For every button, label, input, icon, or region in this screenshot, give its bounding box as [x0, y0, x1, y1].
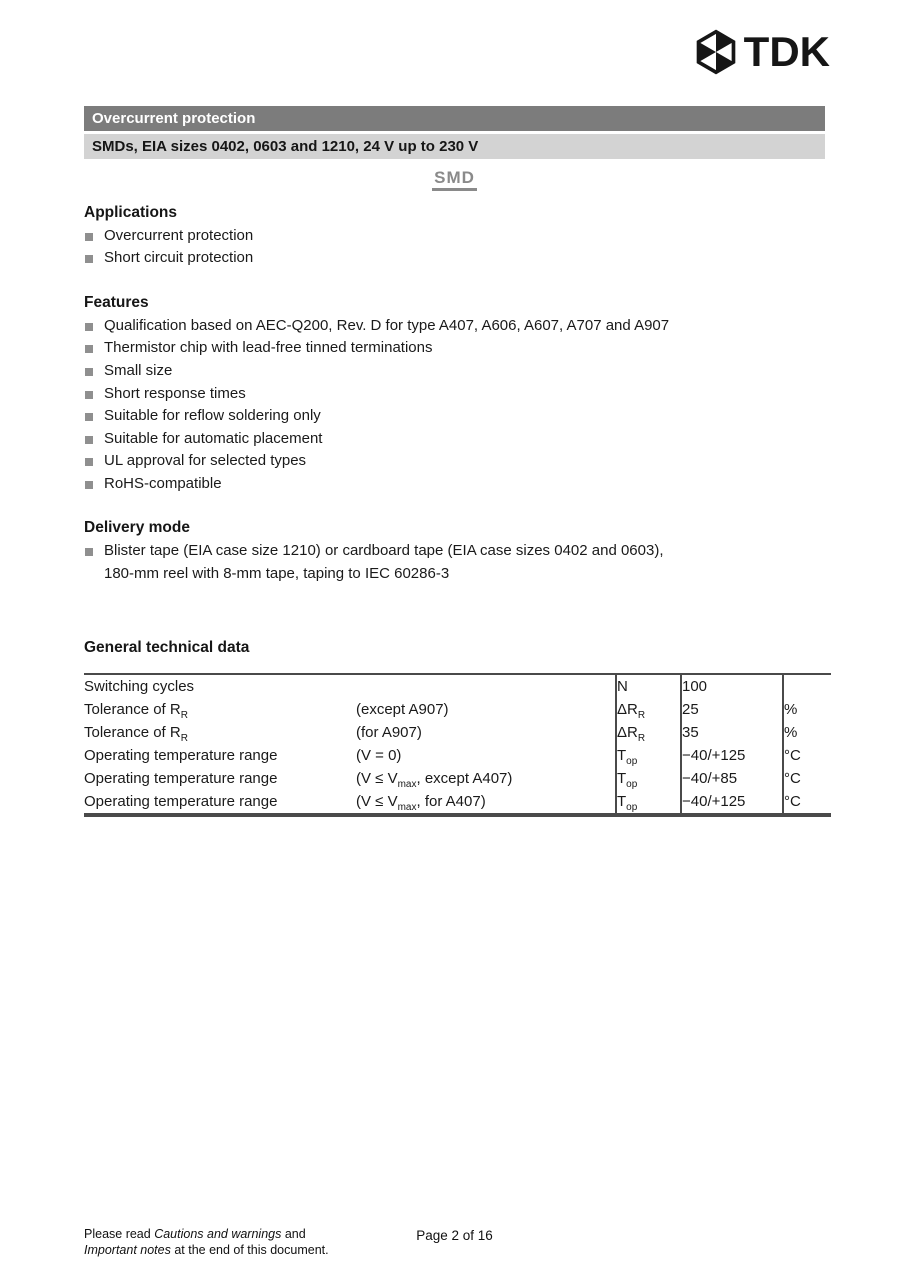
bullet-square-icon [85, 345, 93, 353]
general-technical-data-heading: General technical data [84, 638, 250, 656]
bullet-square-icon [85, 391, 93, 399]
list-item-text: RoHS-compatible [104, 474, 222, 492]
list-item [84, 337, 825, 360]
applications-heading: Applications [84, 203, 178, 221]
list-item-text: Suitable for reflow soldering only [104, 407, 321, 425]
symbol-cell: $T_{op}$ [616, 767, 681, 790]
unit-cell: °C [783, 767, 831, 790]
smd-subtitle-row [84, 168, 825, 191]
parameter-cell: Switching cycles [84, 677, 195, 695]
list-item-text: Blister tape (EIA case size 1210) or cardboard tape (EIA case sizes 0402 and 0603), 180-mm reel with 8-mm tape, taping to IEC 60286-3 [104, 542, 664, 583]
bullet-square-icon [85, 323, 93, 331]
symbol-cell: $\Delta R_R$ [616, 698, 681, 721]
parameter-cell: Operating temperature range [84, 769, 278, 787]
table-row [84, 790, 831, 815]
condition-cell: (except A907) [356, 700, 449, 718]
delivery-mode-list [84, 540, 825, 585]
symbol-cell: N [616, 674, 681, 698]
list-item [84, 247, 825, 270]
bullet-square-icon [85, 255, 93, 263]
symbol-cell: $\Delta R_R$ [616, 721, 681, 744]
table-row [84, 674, 831, 698]
value-cell: 35 [681, 721, 783, 744]
parameter-cell: Tolerance of $R_R$ [84, 723, 188, 744]
value-cell: −40/+125 [681, 790, 783, 815]
footer-note: Please read Cautions and warnings and Important notes at the end of this document. [84, 1227, 329, 1257]
section-features [84, 294, 825, 496]
list-item [84, 383, 825, 406]
value-cell: −40/+85 [681, 767, 783, 790]
value-cell: 25 [681, 698, 783, 721]
condition-cell [356, 674, 616, 698]
bullet-square-icon [85, 548, 93, 556]
page-number: Page 2 of 16 [416, 1228, 493, 1243]
value-cell: −40/+125 [681, 744, 783, 767]
table-row [84, 721, 831, 744]
section-general-technical-data [84, 639, 825, 817]
list-item-text: Thermistor chip with lead-free tinned terminations [104, 339, 433, 357]
bullet-square-icon [85, 413, 93, 421]
list-item-text: Short response times [104, 384, 246, 402]
smd-subtitle: SMD [432, 168, 477, 191]
list-item [84, 225, 825, 248]
bullet-square-icon [85, 436, 93, 444]
delivery-mode-heading: Delivery mode [84, 519, 190, 537]
unit-cell [783, 674, 831, 698]
list-item [84, 315, 825, 338]
category-title-bar: Overcurrent protection [84, 106, 825, 131]
condition-cell: (for A907) [356, 723, 422, 741]
section-delivery-mode [84, 519, 825, 585]
bullet-square-icon [85, 481, 93, 489]
condition-cell: ($V \le V_{max}$, for A407) [356, 792, 486, 813]
bullet-square-icon [85, 368, 93, 376]
features-list [84, 315, 825, 496]
table-row [84, 767, 831, 790]
list-item [84, 540, 825, 585]
condition-cell: (V = 0) [356, 746, 402, 764]
list-item-text: Overcurrent protection [104, 226, 254, 244]
general-technical-data-table [84, 673, 831, 817]
bullet-square-icon [85, 458, 93, 466]
product-subtitle-bar: SMDs, EIA sizes 0402, 0603 and 1210, 24 V up to 230 V [84, 134, 825, 159]
tdk-emblem-icon [693, 29, 739, 75]
list-item [84, 428, 825, 451]
unit-cell: % [783, 721, 831, 744]
table-row [84, 698, 831, 721]
bullet-square-icon [85, 233, 93, 241]
parameter-cell: Operating temperature range [84, 746, 278, 764]
symbol-cell: $T_{op}$ [616, 790, 681, 815]
condition-cell: ($V \le V_{max}$, except A407) [356, 769, 513, 790]
unit-cell: °C [783, 744, 831, 767]
list-item [84, 360, 825, 383]
applications-list [84, 225, 825, 270]
list-item-text: Small size [104, 361, 173, 379]
features-heading: Features [84, 293, 149, 311]
list-item [84, 405, 825, 428]
list-item [84, 473, 825, 496]
tdk-logo-text: TDK [743, 28, 830, 75]
table-row [84, 744, 831, 767]
value-cell: 100 [681, 674, 783, 698]
list-item-text: Suitable for automatic placement [104, 429, 323, 447]
parameter-cell: Operating temperature range [84, 792, 278, 810]
unit-cell: °C [783, 790, 831, 815]
unit-cell: % [783, 698, 831, 721]
page-content [84, 106, 825, 817]
list-item-text: Short circuit protection [104, 249, 254, 267]
list-item-text: UL approval for selected types [104, 452, 307, 470]
list-item [84, 450, 825, 473]
section-applications [84, 204, 825, 270]
symbol-cell: $T_{op}$ [616, 744, 681, 767]
list-item-text: Qualification based on AEC-Q200, Rev. D for type A407, A606, A607, A707 and A907 [104, 316, 670, 334]
tdk-logo [693, 29, 830, 75]
parameter-cell: Tolerance of $R_R$ [84, 700, 188, 721]
